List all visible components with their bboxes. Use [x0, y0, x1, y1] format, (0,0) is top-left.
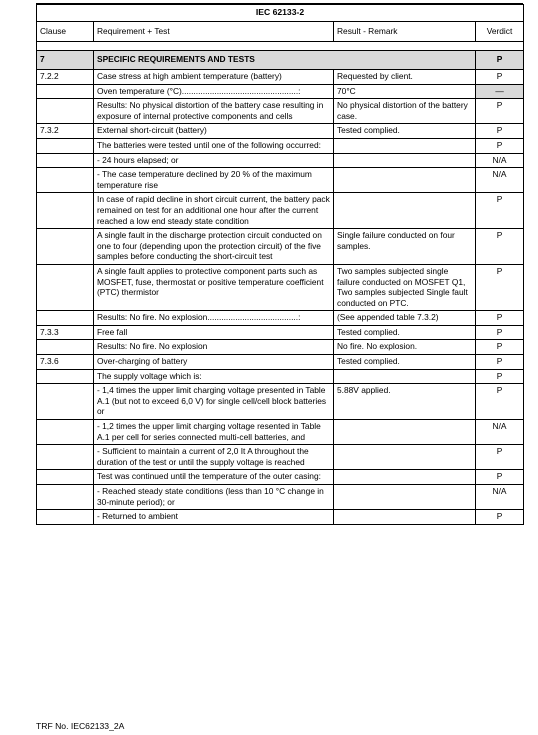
requirement-cell: - The case temperature declined by 20 % of the maximum temperature rise — [94, 168, 334, 193]
clause-cell — [37, 445, 94, 470]
result-cell: Tested complied. — [334, 355, 476, 370]
result-header: Result - Remark — [334, 22, 476, 42]
result-cell — [334, 445, 476, 470]
result-cell — [334, 369, 476, 384]
requirement-header: Requirement + Test — [94, 22, 334, 42]
table-row — [37, 264, 524, 310]
spacer-row — [37, 42, 524, 51]
clause-cell — [37, 470, 94, 485]
clause-cell — [37, 229, 94, 265]
table-row — [37, 99, 524, 124]
document-title-row — [37, 5, 524, 22]
footer-trf-number: TRF No. IEC62133_2A — [36, 721, 125, 731]
verdict-cell: P — [476, 369, 524, 384]
requirement-cell: Oven temperature (°C)..................................................: — [94, 84, 334, 99]
requirement-cell: Test was continued until the temperature of the outer casing: — [94, 470, 334, 485]
clause-cell: 7.3.6 — [37, 355, 94, 370]
result-cell: 5.88V applied. — [334, 384, 476, 420]
requirement-cell: Case stress at high ambient temperature (battery) — [94, 70, 334, 85]
result-cell: Two samples subjected single failure conducted on MOSFET Q1, Two samples subjected Single fault conducted on PTC. — [334, 264, 476, 310]
table-row — [37, 311, 524, 326]
requirement-cell: - 1,2 times the upper limit charging voltage resented in Table A.1 per cell for series connected multi-cell batteries, and — [94, 420, 334, 445]
result-cell: Tested complied. — [334, 325, 476, 340]
verdict-cell: N/A — [476, 168, 524, 193]
table-row — [37, 70, 524, 85]
result-cell: Tested complied. — [334, 124, 476, 139]
result-cell — [334, 168, 476, 193]
verdict-cell: P — [476, 384, 524, 420]
requirement-cell: Over-charging of battery — [94, 355, 334, 370]
requirement-cell: - Returned to ambient — [94, 510, 334, 525]
requirement-cell: The batteries were tested until one of the following occurred: — [94, 138, 334, 153]
table-row — [37, 229, 524, 265]
clause-cell — [37, 369, 94, 384]
result-cell: No fire. No explosion. — [334, 340, 476, 355]
table-row — [37, 193, 524, 229]
verdict-cell: N/A — [476, 153, 524, 168]
table-row — [37, 384, 524, 420]
verdict-cell: P — [476, 99, 524, 124]
table-row — [37, 325, 524, 340]
clause-cell — [37, 311, 94, 326]
requirement-cell: - Sufficient to maintain a current of 2,0 It A throughout the duration of the test or until the supply voltage is reached — [94, 445, 334, 470]
table-row — [37, 470, 524, 485]
result-cell: (See appended table 7.3.2) — [334, 311, 476, 326]
verdict-cell: P — [476, 193, 524, 229]
clause-cell — [37, 153, 94, 168]
clause-cell — [37, 138, 94, 153]
table-row — [37, 369, 524, 384]
requirement-cell: The supply voltage which is: — [94, 369, 334, 384]
result-cell: Requested by client. — [334, 70, 476, 85]
verdict-cell: P — [476, 325, 524, 340]
clause-cell — [37, 168, 94, 193]
requirement-cell: External short-circuit (battery) — [94, 124, 334, 139]
requirement-cell: Results: No fire. No explosion.......................................: — [94, 311, 334, 326]
result-cell — [334, 138, 476, 153]
test-report-table — [36, 4, 524, 525]
clause-header: Clause — [37, 22, 94, 42]
clause-cell — [37, 99, 94, 124]
table-row — [37, 445, 524, 470]
requirement-cell: - 1,4 times the upper limit charging voltage presented in Table A.1 (but not to exceed 6,0 V) for single cell/cell block batteries or — [94, 384, 334, 420]
result-cell — [334, 420, 476, 445]
table-row — [37, 355, 524, 370]
verdict-cell: N/A — [476, 485, 524, 510]
requirement-cell: Free fall — [94, 325, 334, 340]
clause-cell — [37, 340, 94, 355]
verdict-cell: P — [476, 124, 524, 139]
section-title: SPECIFIC REQUIREMENTS AND TESTS — [94, 51, 476, 70]
table-row — [37, 510, 524, 525]
verdict-cell: N/A — [476, 420, 524, 445]
clause-cell — [37, 264, 94, 310]
result-cell — [334, 193, 476, 229]
clause-cell — [37, 84, 94, 99]
requirement-cell: - Reached steady state conditions (less than 10 °C change in 30-minute period); or — [94, 485, 334, 510]
table-row — [37, 420, 524, 445]
result-cell — [334, 510, 476, 525]
requirement-cell: Results: No fire. No explosion — [94, 340, 334, 355]
result-cell: No physical distortion of the battery case. — [334, 99, 476, 124]
result-cell — [334, 485, 476, 510]
clause-cell: 7.3.3 — [37, 325, 94, 340]
column-header-row — [37, 22, 524, 42]
clause-cell — [37, 384, 94, 420]
result-cell: 70°C — [334, 84, 476, 99]
verdict-cell: P — [476, 340, 524, 355]
verdict-cell: P — [476, 445, 524, 470]
requirement-cell: A single fault in the discharge protection circuit conducted on one to four (depending upon the protection circuit) of the five samples before conducting the short-circuit test — [94, 229, 334, 265]
clause-cell — [37, 485, 94, 510]
result-cell — [334, 470, 476, 485]
section-row — [37, 51, 524, 70]
section-clause: 7 — [37, 51, 94, 70]
requirement-cell: In case of rapid decline in short circuit current, the battery pack remained on test for an additional one hour after the current reached a low end steady state condition — [94, 193, 334, 229]
document-title: IEC 62133-2 — [37, 5, 524, 22]
verdict-cell: — — [476, 84, 524, 99]
table-row — [37, 485, 524, 510]
spacer-cell — [37, 42, 524, 51]
clause-cell: 7.3.2 — [37, 124, 94, 139]
verdict-cell: P — [476, 510, 524, 525]
table-row — [37, 124, 524, 139]
verdict-cell: P — [476, 229, 524, 265]
clause-cell — [37, 420, 94, 445]
requirement-cell: - 24 hours elapsed; or — [94, 153, 334, 168]
result-cell — [334, 153, 476, 168]
table-row — [37, 340, 524, 355]
verdict-cell: P — [476, 138, 524, 153]
clause-cell: 7.2.2 — [37, 70, 94, 85]
verdict-header: Verdict — [476, 22, 524, 42]
verdict-cell: P — [476, 355, 524, 370]
table-row — [37, 168, 524, 193]
requirement-cell: A single fault applies to protective component parts such as MOSFET, fuse, thermostat or positive temperature coefficient (PTC) thermistor — [94, 264, 334, 310]
requirement-cell: Results: No physical distortion of the battery case resulting in exposure of internal protective components and cells — [94, 99, 334, 124]
clause-cell — [37, 193, 94, 229]
table-row — [37, 153, 524, 168]
table-row — [37, 138, 524, 153]
result-cell: Single failure conducted on four samples. — [334, 229, 476, 265]
clause-cell — [37, 510, 94, 525]
verdict-cell: P — [476, 264, 524, 310]
verdict-cell: P — [476, 470, 524, 485]
verdict-cell: P — [476, 311, 524, 326]
section-verdict: P — [476, 51, 524, 70]
verdict-cell: P — [476, 70, 524, 85]
table-row — [37, 84, 524, 99]
